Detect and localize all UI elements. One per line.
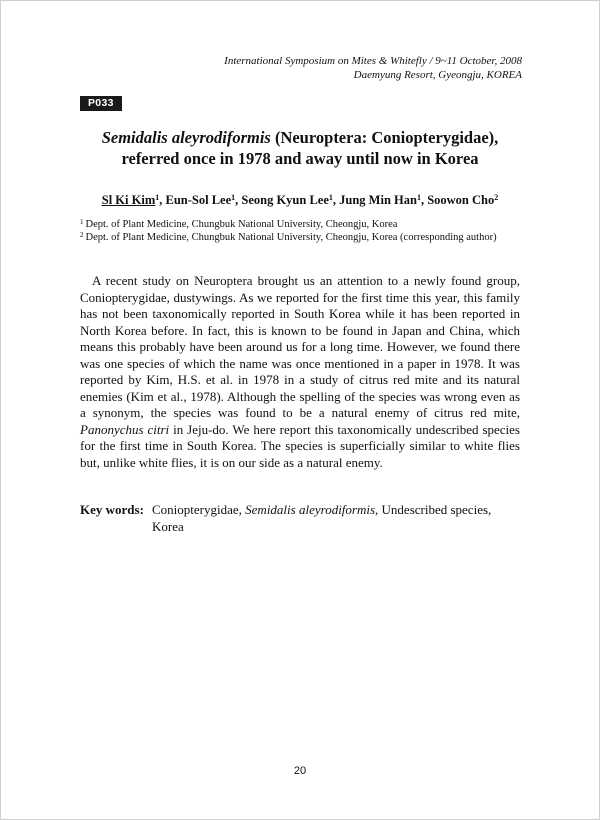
author-affil-mark: 1	[231, 193, 236, 202]
author-separator: ,	[332, 193, 340, 207]
abstract-paragraph	[80, 273, 520, 471]
author-name: Soowon Cho	[427, 193, 495, 207]
abstract-text-part-2: in Jeju-do. We here report this taxonomically undescribed species for the first time in South Korea. The species is superficially similar to white flies but, unlike white flies, it is on our side as a natural enemy.	[80, 421, 520, 470]
affiliations	[80, 218, 540, 244]
author-name: Sl Ki Kim	[101, 193, 156, 207]
affiliation-text: Dept. of Plant Medicine, Chungbuk National University, Cheongju, Korea (corresponding author)	[85, 232, 497, 243]
keywords-text	[152, 502, 520, 535]
abstract-text-part-1: A recent study on Neuroptera brought us an attention to a newly found group, Coniopterygidae, dustywings. As we reported for the first time this year, this family has not been taxonomically reported in South Korea while it has been reported in North Korea before. In fact, this is known to be found in Japan and China, which means this probably have been around us for a long time. However, we found there was one species of which the name was once mentioned in a paper in 1978. It was reported by Kim, H.S. et al. in 1978 in a study of citrus red mite and its natural enemies (Kim et al., 1978). Although the spelling of the species was wrong even as a synonym, the species was found to be a natural enemy of citrus red mite,	[80, 273, 520, 420]
author-separator: ,	[235, 193, 242, 207]
header-line-2: Daemyung Resort, Gyeongju, KOREA	[353, 69, 522, 81]
affiliation-number: 2	[80, 231, 84, 239]
keywords-italic: Semidalis aleyrodiformis	[245, 502, 376, 517]
title-line-2: referred once in 1978 and away until now in Korea	[121, 149, 479, 168]
author-name: Jung Min Han	[339, 193, 417, 207]
abstract-species-italic: Panonychus citri	[80, 421, 170, 437]
author-separator: ,	[420, 193, 428, 207]
poster-id-badge: P033	[80, 96, 122, 111]
affiliation-item	[80, 231, 540, 244]
conference-header	[224, 54, 522, 82]
author-affil-mark: 2	[494, 193, 499, 202]
header-line-1: International Symposium on Mites & Whitefly / 9~11 October, 2008	[224, 55, 522, 67]
title-species: Semidalis aleyrodiformis	[101, 128, 271, 147]
keywords-part-2: , Undescribed species, Korea	[152, 502, 492, 534]
keywords-block	[80, 502, 520, 535]
keywords-label: Key words:	[80, 502, 144, 517]
author-name: Eun-Sol Lee	[165, 193, 232, 207]
author-affil-mark: 1	[328, 193, 333, 202]
affiliation-text: Dept. of Plant Medicine, Chungbuk National University, Cheongju, Korea	[85, 219, 398, 230]
author-affil-mark: 1	[155, 193, 160, 202]
author-separator: ,	[159, 193, 166, 207]
page-number: 20	[293, 765, 307, 777]
affiliation-number: 1	[80, 218, 84, 226]
author-affil-mark: 1	[416, 193, 421, 202]
affiliation-item	[80, 218, 540, 231]
title-rest-line-1: (Neuroptera: Coniopterygidae),	[270, 128, 499, 147]
paper-title	[80, 127, 520, 169]
keywords-part-1: Coniopterygidae,	[152, 502, 246, 517]
author-name: Seong Kyun Lee	[241, 193, 329, 207]
author-list	[80, 192, 520, 208]
